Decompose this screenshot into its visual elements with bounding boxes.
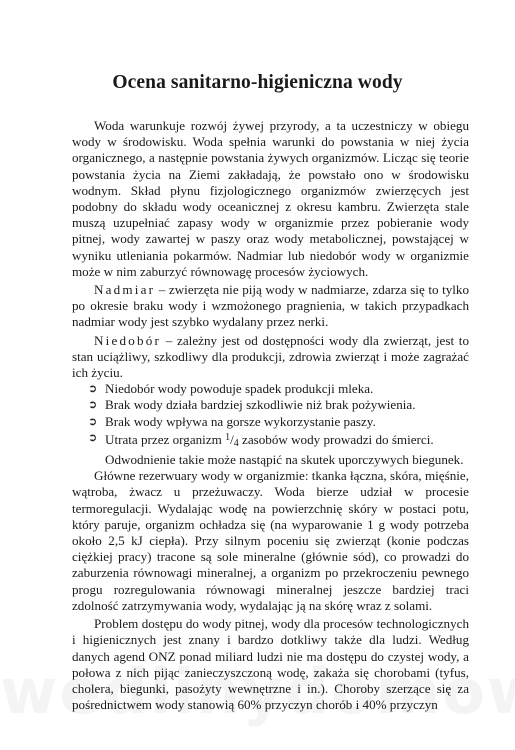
list-item: ➲ Niedobór wody powoduje spadek produkcji mleka. [88, 381, 374, 397]
paragraph-intro: Woda warunkuje rozwój żywej przyrody, a ta uczestniczy w obiegu wody w środowisku. Woda spełnia warunki do powstania w niej życia organicznego, a następnie powstania żywych organizmów. Licząc się teorie powstania życia na Ziemi zakładają, że powstało ono w środowisku wodnym. Skład płynu fizjologicznego organizmów zwierzęcych jest podobny do składu wody oceanicznej z okresu kambru. Zwierzęta stale muszą uzupełniać zapasy wody w organizmie przez pobieranie wody pitnej, wody zawartej w paszy oraz wody metabolicznej, powstającej w wyniku utleniania pokarmów. Nadmiar lub niedobór wody w organizmie może w nim zaburzyć równowagę procesów życiowych. [72, 118, 469, 279]
page-title: Ocena sanitarno-higieniczna wody [112, 72, 403, 93]
arrow-bullet-icon: ➲ [88, 414, 98, 428]
niedobor-text: – zależny jest od dostępności wody dla zwierząt, jest to stan uciążliwy, szkodliwy dla produkcji, zdrowia zwierząt i może zagrażać ich życiu. [72, 332, 469, 381]
term-niedobor: Niedobór [94, 332, 162, 348]
paragraph-human-access: Problem dostępu do wody pitnej, wody dla procesów technologicznych i higienicznych jest znany i bardzo dotkliwy także dla ludzi. Według danych agend ONZ ponad miliard ludzi nie ma dostępu do czystej wody, a połowa z nich pijąc zanieczyszczoną wodę, zakaża się chorobami (tyfus, cholera, biegunki, pasożyty wewnętrzne i in.). Choroby szerzące się za pośrednictwem wody stanowią 60% przyczyn chorób i 40% przyczyn [72, 616, 469, 713]
effects-list [72, 381, 469, 468]
paragraph-reservoirs: Główne rezerwuary wody w organizmie: tkanka łączna, skóra, mięśnie, wątroba, żwacz u przeżuwaczy. Woda bierze udział w procesie termoregulacji. Wydalając wodę na powierzchnię skóry w postaci potu, który paruje, organizm ochładza się (na wyparowanie 1 g wody potrzeba około 2,5 kJ ciepła). Przy silnym poceniu się zwierząt (konie podczas ciężkiej pracy) tracone są sole mineralne (głównie sód), co prowadzi do zaburzenia równowagi mineralnej, a organizm po przekroczeniu pewnego progu rozregulowania równowagi mineralnej jeszcze bardziej traci zdolność zatrzymywania wody, wydalając ją na skórę wraz z solami. [72, 468, 469, 613]
fraction-numerator: 1 [225, 431, 231, 443]
nadmiar-text: – zwierzęta nie piją wody w nadmiarze, zdarza się to tylko po okresie braku wody i wzmożonego pragnienia, w takich przypadkach nadmiar wody jest szybko wydalany przez nerki. [72, 282, 469, 330]
paragraph-niedobor [72, 333, 469, 382]
fraction-denominator: 4 [233, 437, 239, 449]
list-item: ➲ Utrata przez organizm $^1$/4 zasobów wody prowadzi do śmierci. Odwodnienie takie może nastąpić na skutek uporczywych biegunek. [88, 430, 464, 468]
term-nadmiar: Nadmiar [94, 282, 156, 298]
body-text [72, 118, 469, 713]
arrow-bullet-icon: ➲ [88, 398, 98, 412]
arrow-bullet-icon: ➲ [88, 430, 98, 444]
paragraph-nadmiar [72, 282, 469, 331]
arrow-bullet-icon: ➲ [88, 382, 98, 396]
list-item: ➲ Brak wody wpływa na gorsze wykorzystanie paszy. [88, 413, 376, 429]
list-item: ➲ Brak wody działa bardziej szkodliwie niż brak pożywienia. [88, 397, 416, 413]
